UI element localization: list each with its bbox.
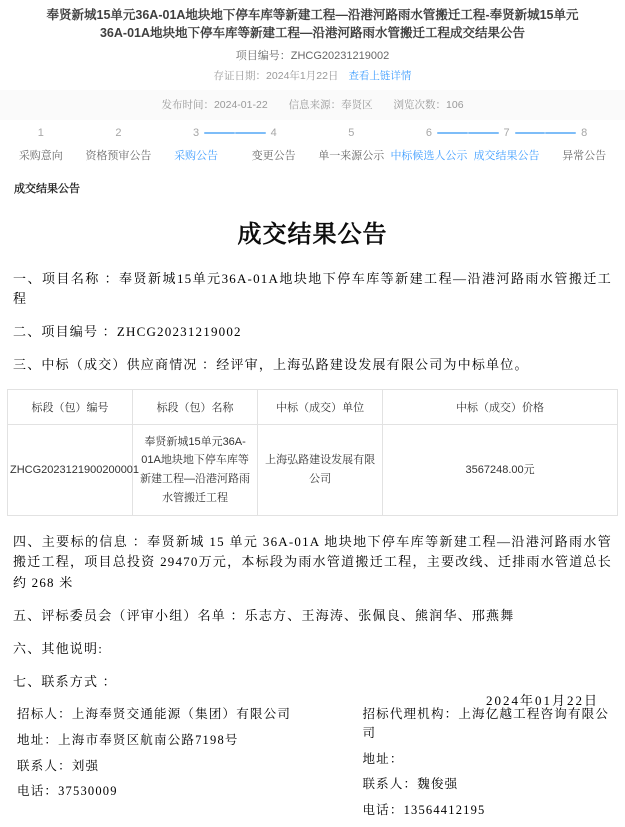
contact-line: [17, 757, 318, 776]
step-number: 8: [581, 127, 588, 139]
step-label: 采购公告: [174, 150, 219, 162]
step-label: 异常公告: [562, 150, 607, 162]
cert-date-row: [0, 68, 625, 83]
step-number-row: [80, 126, 158, 140]
document-title: 奉贤新城15单元36A-01A地块地下停车库等新建工程—沿港河路雨水管搬迁工程-奉贤新城15单元36A-01A地块地下停车库等新建工程—沿港河路雨水管搬迁工程成交结果公告: [46, 8, 579, 40]
contact-label: 电话：: [17, 784, 59, 799]
table-row: [8, 424, 618, 516]
bid-result-table: [7, 389, 618, 517]
step-number: 4: [270, 127, 277, 139]
section-paragraph: 五、评标委员会（评审小组）名单 ：乐志方、王海涛、张佩良、熊润华、邢燕舞: [13, 607, 515, 623]
step-number: 5: [348, 127, 355, 139]
table-header-row: [8, 389, 618, 424]
contact-label: 联系人：: [362, 777, 418, 792]
view-chain-details-link[interactable]: 查看上链详情: [348, 70, 412, 82]
step-connector-left: [545, 132, 576, 134]
step-item[interactable]: [157, 126, 235, 163]
section-paragraph: 三、中标（成交）供应商情况 ：经评审，上海弘路建设发展有限公司为中标单位。: [13, 357, 529, 373]
step-connector-left: [390, 132, 421, 134]
step-connector-right: [49, 132, 80, 134]
contact-line: [17, 731, 318, 750]
publish-time: 发布时间：2024-01-22: [161, 99, 268, 111]
step-item[interactable]: [545, 126, 623, 163]
view-count: 浏览次数：106: [393, 99, 464, 111]
cert-date-label: 存证日期：: [213, 70, 267, 82]
table-column-header: 标段（包）编号: [8, 389, 133, 424]
table-column-header: 中标（成交）单位: [258, 389, 383, 424]
step-label: 成交结果公告: [473, 150, 540, 162]
step-connector-left: [468, 132, 499, 134]
step-connector-right: [515, 132, 546, 134]
step-item[interactable]: [313, 126, 391, 163]
step-connector-left: [235, 132, 266, 134]
step-number-row: [157, 126, 235, 140]
step-item[interactable]: [80, 126, 158, 163]
step-label: 采购意向: [18, 150, 63, 162]
step-number-row: [235, 126, 313, 140]
contact-value: 魏俊强: [417, 777, 459, 792]
tenderer-contact-block: [13, 705, 336, 827]
section-paragraph: 四、主要标的信息 ：奉贤新城 15 单元 36A-01A 地块地下停车库等新建工程—沿港河路雨水管搬迁工程，项目总投资 29470万元，本标段为雨水管道搬迁工程，主要改线、迁排雨水管道总长约 268 米: [13, 534, 612, 590]
step-connector-left: [157, 132, 188, 134]
price-cell: 3567248.00元: [383, 424, 618, 516]
table-body: [8, 424, 618, 516]
step-label: 资格预审公告: [85, 150, 152, 162]
bid-name-cell: 奉贤新城15单元36A-01A地块地下停车库等新建工程—沿港河路雨水管搬迁工程: [133, 424, 258, 516]
step-item[interactable]: [235, 126, 313, 163]
step-connector-left: [2, 132, 33, 134]
contact-label: 地址：: [17, 732, 59, 747]
step-number: 1: [37, 127, 44, 139]
contact-label: 招标人：: [17, 707, 72, 722]
contact-line: [362, 705, 612, 743]
step-connector-right: [282, 132, 313, 134]
agency-contact-block: [336, 705, 612, 827]
sections-top: [13, 269, 612, 376]
contact-line: [362, 750, 612, 769]
contact-label: 电话：: [362, 803, 404, 818]
step-label: 中标候选人公示: [390, 150, 468, 162]
step-number: 7: [503, 127, 510, 139]
steps-bar: [0, 120, 625, 163]
step-connector-left: [80, 132, 111, 134]
section-paragraph: 一、项目名称 ：奉贤新城15单元36A-01A地块地下停车库等新建工程—沿港河路雨水管搬迁工程: [13, 271, 612, 307]
publish-info-bar: [0, 90, 625, 120]
cert-date-value: 2024年1月22日: [266, 70, 339, 82]
step-connector-right: [204, 132, 235, 134]
step-connector-right: [592, 132, 623, 134]
page-title: 成交结果公告: [237, 221, 388, 248]
contacts: [13, 705, 612, 827]
step-number-row: [390, 126, 468, 140]
step-number-row: [468, 126, 546, 140]
contact-line: [17, 705, 318, 724]
step-number: 6: [425, 127, 432, 139]
contact-value: 上海市奉贤区航南公路7198号: [58, 732, 239, 747]
section-paragraph: 六、其他说明:: [13, 640, 104, 656]
contact-value: 13564412195: [403, 803, 486, 818]
contact-label: 地址：: [362, 751, 404, 766]
step-item[interactable]: [468, 126, 546, 163]
contact-value: 上海亿越工程咨询有限公司: [362, 707, 610, 740]
section-paragraph: 二、项目编号 ：ZHCG20231219002: [13, 324, 242, 340]
step-connector-right: [437, 132, 468, 134]
step-label: 单一来源公示: [318, 150, 385, 162]
step-number-row: [545, 126, 623, 140]
announcement-date: 2024年01月22日: [485, 693, 599, 708]
table-column-header: 标段（包）名称: [133, 389, 258, 424]
contact-line: [362, 801, 612, 820]
step-number: 2: [115, 127, 122, 139]
sections-bottom: [13, 532, 612, 692]
step-number: 3: [193, 127, 200, 139]
step-number-row: [2, 126, 80, 140]
step-connector-left: [313, 132, 344, 134]
contact-label: 招标代理机构：: [362, 707, 459, 722]
table-column-header: 中标（成交）价格: [383, 389, 618, 424]
bid-code-cell: ZHCG2023121900200001: [8, 424, 133, 516]
info-source: 信息来源：奉贤区: [288, 99, 373, 111]
step-number-row: [313, 126, 391, 140]
contact-line: [362, 775, 612, 794]
step-item[interactable]: [2, 126, 80, 163]
project-number-label: 项目编号：: [235, 50, 291, 62]
project-number-row: [0, 47, 625, 63]
breadcrumb: 成交结果公告: [14, 183, 80, 195]
step-connector-right: [359, 132, 390, 134]
step-connector-right: [127, 132, 158, 134]
step-label: 变更公告: [251, 150, 296, 162]
contact-line: [17, 782, 318, 801]
contact-value: 上海奉贤交通能源（集团）有限公司: [71, 707, 292, 722]
contact-value: 刘强: [71, 758, 100, 773]
section-paragraph: 七、联系方式 ：: [13, 674, 117, 690]
project-number-value: ZHCG20231219002: [290, 50, 390, 62]
contact-value: 37530009: [58, 784, 118, 799]
step-item[interactable]: [390, 126, 468, 163]
contact-label: 联系人：: [17, 758, 72, 773]
winner-cell: 上海弘路建设发展有限公司: [258, 424, 383, 516]
